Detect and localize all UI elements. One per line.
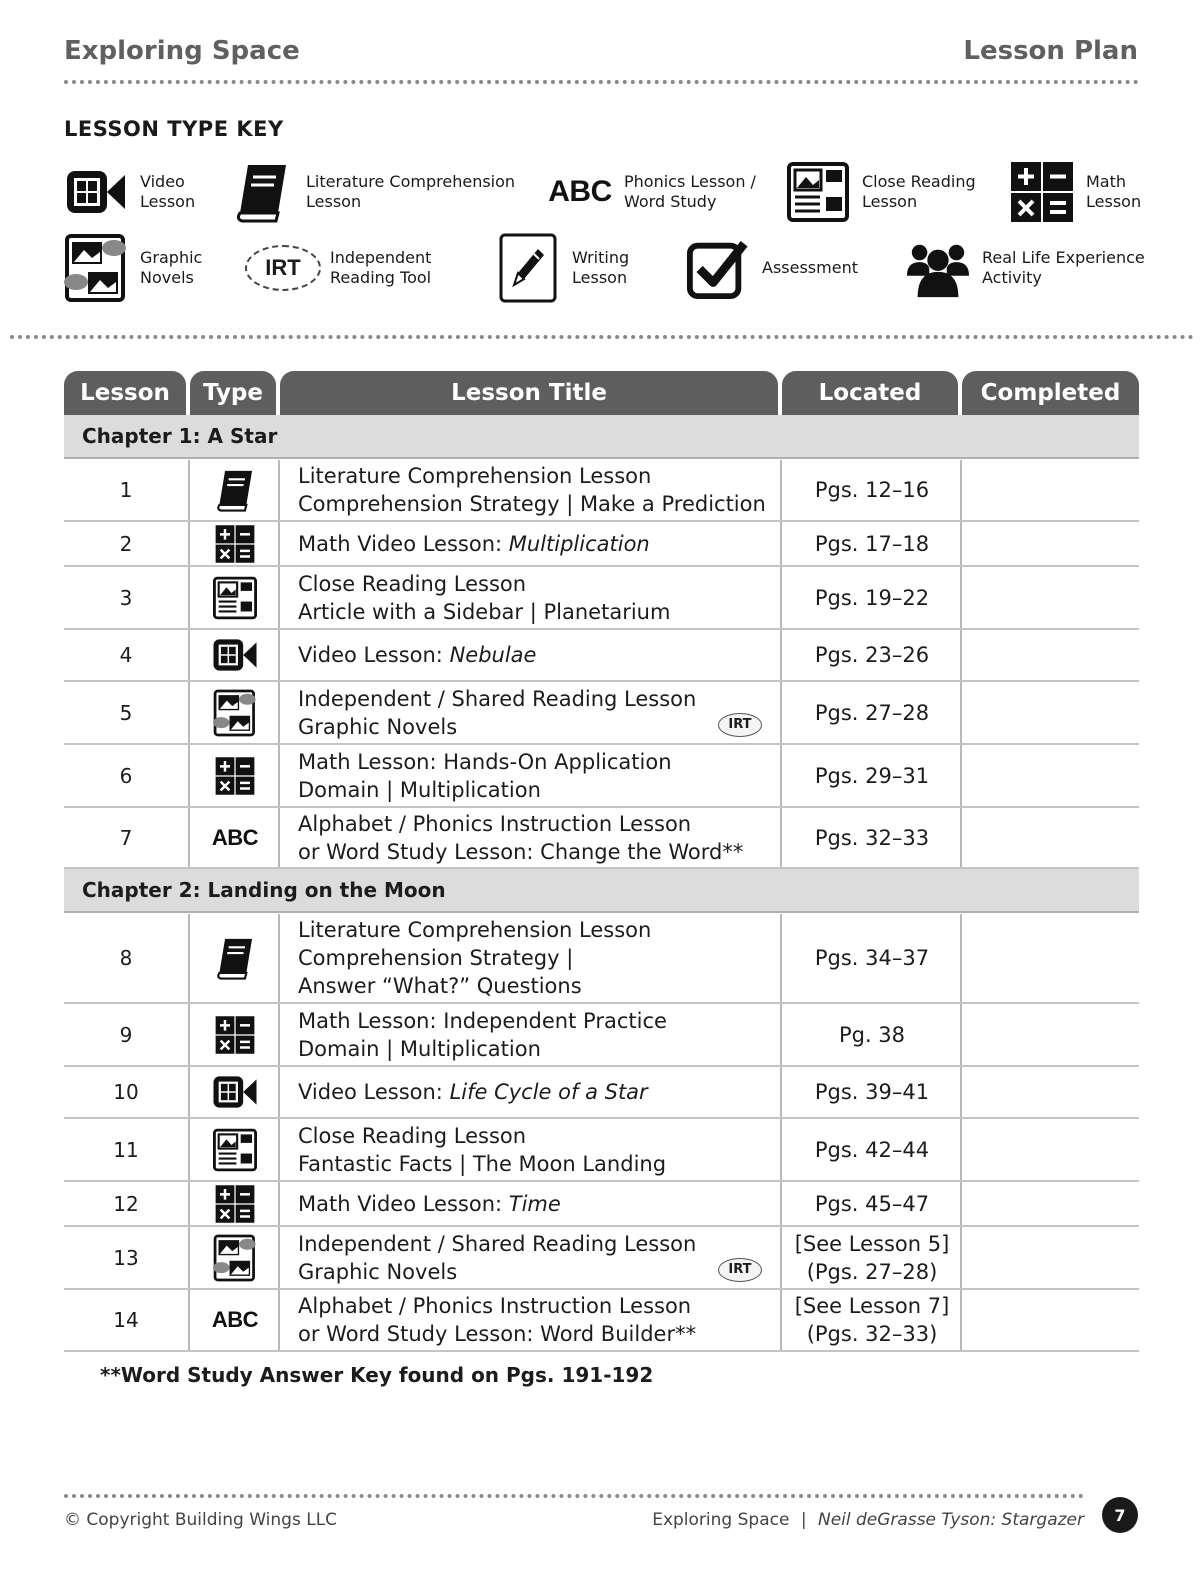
- completed-checkbox-cell[interactable]: [960, 914, 1141, 1002]
- lesson-title: [278, 745, 780, 806]
- lesson-title: [278, 630, 780, 680]
- key-label: Assessment: [762, 258, 858, 277]
- key-item-graphic-novels: [64, 236, 202, 300]
- irt-icon: IRT: [718, 1258, 762, 1282]
- lesson-title-line: Video Lesson: Nebulae: [298, 643, 537, 667]
- table-row: [64, 1227, 1139, 1290]
- completed-checkbox-cell[interactable]: [960, 682, 1141, 743]
- key-label: Literature Comprehension Lesson: [306, 172, 516, 211]
- lesson-number: 1: [119, 478, 133, 502]
- abc-icon: ABC: [548, 175, 612, 208]
- lesson-title-line: Close Reading Lesson: [298, 571, 527, 596]
- video-icon: [188, 1067, 280, 1117]
- lesson-title-line: Literature Comprehension Lesson: [298, 464, 652, 488]
- lesson-subtitle-line: Comprehension Strategy | Make a Prediction: [298, 492, 766, 516]
- completed-checkbox-cell[interactable]: [960, 1290, 1141, 1350]
- completed-checkbox-cell[interactable]: [960, 1119, 1141, 1180]
- lesson-title-line: Independent / Shared Reading Lesson: [298, 686, 697, 711]
- key-item-irt: [244, 236, 431, 300]
- column-header-completed: Completed: [962, 371, 1139, 415]
- abc-icon: ABC: [188, 1290, 280, 1350]
- divider: [64, 1494, 1084, 1498]
- lesson-title-line: Close Reading Lesson: [298, 1123, 527, 1148]
- lesson-number: 4: [119, 643, 133, 667]
- lesson-pages: Pg. 38: [780, 1004, 962, 1065]
- column-header-located: Located: [782, 371, 958, 415]
- lesson-title: [278, 1119, 780, 1180]
- footer-book: Neil deGrasse Tyson: Stargazer: [817, 1510, 1084, 1530]
- close-reading-icon: [188, 1119, 280, 1180]
- irt-icon: IRT: [244, 236, 322, 300]
- completed-checkbox-cell[interactable]: [960, 460, 1141, 520]
- completed-checkbox-cell[interactable]: [960, 745, 1141, 806]
- chapter-heading: Chapter 1: A Star: [64, 415, 1139, 459]
- lesson-number: 14: [113, 1308, 139, 1332]
- key-title: LESSON TYPE KEY: [64, 117, 284, 141]
- lesson-pages: [See Lesson 5] (Pgs. 27–28): [780, 1227, 962, 1288]
- lesson-pages: Pgs. 39–41: [780, 1067, 962, 1117]
- table-row: [64, 1119, 1139, 1182]
- lesson-title-line: Math Lesson: Independent Practice: [298, 1008, 667, 1033]
- lesson-title-line: Math Video Lesson: Multiplication: [298, 531, 650, 556]
- completed-checkbox-cell[interactable]: [960, 1227, 1141, 1288]
- footer-book-info: [652, 1510, 1084, 1530]
- close-reading-icon: [188, 567, 280, 628]
- lesson-title: [278, 808, 780, 867]
- irt-icon: IRT: [718, 713, 762, 737]
- key-label: Graphic Novels: [140, 248, 203, 287]
- lesson-pages: Pgs. 19–22: [780, 567, 962, 628]
- lesson-pages: Pgs. 34–37: [780, 914, 962, 1002]
- lesson-title: [278, 522, 780, 565]
- lesson-title: [278, 682, 780, 743]
- lesson-number: 11: [113, 1137, 139, 1162]
- lesson-number: 3: [119, 585, 133, 610]
- completed-checkbox-cell[interactable]: [960, 1182, 1141, 1225]
- key-item-real-life: [906, 236, 1145, 300]
- math-icon: [188, 522, 280, 565]
- completed-checkbox-cell[interactable]: [960, 1067, 1141, 1117]
- math-icon: [188, 745, 280, 806]
- footer-separator: |: [800, 1510, 807, 1530]
- lesson-pages: Pgs. 23–26: [780, 630, 962, 680]
- lesson-subtitle-line: or Word Study Lesson: Change the Word**: [298, 839, 744, 864]
- checkmark-icon: [686, 236, 750, 300]
- close-reading-icon: [786, 160, 850, 224]
- chapter-heading: Chapter 2: Landing on the Moon: [64, 869, 1139, 913]
- lesson-number: 9: [119, 1022, 133, 1047]
- video-icon: [188, 630, 280, 680]
- lesson-title-line: Literature Comprehension Lesson: [298, 918, 652, 942]
- lesson-pages: [See Lesson 7] (Pgs. 32–33): [780, 1290, 962, 1350]
- math-icon: [1010, 160, 1074, 224]
- lesson-pages: Pgs. 45–47: [780, 1182, 962, 1225]
- lesson-number: 10: [113, 1080, 139, 1104]
- key-label: Close Reading Lesson: [862, 172, 976, 211]
- completed-checkbox-cell[interactable]: [960, 808, 1141, 867]
- lesson-subtitle-line: Answer “What?” Questions: [298, 974, 582, 998]
- lesson-pages: Pgs. 42–44: [780, 1119, 962, 1180]
- footer-series: Exploring Space: [652, 1510, 790, 1530]
- lesson-number: 8: [119, 946, 133, 970]
- key-item-literature: [230, 160, 515, 224]
- table-row: [64, 1067, 1139, 1119]
- people-icon: [906, 236, 970, 300]
- page-number: 7: [1102, 1497, 1138, 1533]
- lesson-number: 12: [113, 1191, 139, 1216]
- key-item-math: [1010, 160, 1141, 224]
- completed-checkbox-cell[interactable]: [960, 567, 1141, 628]
- lesson-pages: Pgs. 29–31: [780, 745, 962, 806]
- math-icon: [188, 1182, 280, 1225]
- footnote: **Word Study Answer Key found on Pgs. 191-192: [100, 1363, 654, 1387]
- lesson-title-line: Alphabet / Phonics Instruction Lesson: [298, 811, 692, 836]
- lesson-number: 5: [119, 700, 133, 725]
- lesson-subtitle-line: or Word Study Lesson: Word Builder**: [298, 1322, 697, 1346]
- lesson-subtitle-line: Domain | Multiplication: [298, 1036, 541, 1061]
- math-icon: [188, 1004, 280, 1065]
- lesson-subtitle-line: Graphic Novels: [298, 1259, 458, 1284]
- lesson-subtitle-line: Domain | Multiplication: [298, 777, 541, 802]
- lesson-pages: Pgs. 27–28: [780, 682, 962, 743]
- header-section: Lesson Plan: [963, 36, 1138, 66]
- book-icon: [188, 914, 280, 1002]
- lesson-subtitle-line: Graphic Novels: [298, 714, 458, 739]
- header-title: Exploring Space: [64, 36, 300, 66]
- lesson-subtitle-line: Article with a Sidebar | Planetarium: [298, 599, 671, 624]
- key-label: Real Life Experience Activity: [982, 248, 1145, 287]
- table-row: [64, 460, 1139, 522]
- graphic-novel-icon: [188, 682, 280, 743]
- lesson-title-line: Independent / Shared Reading Lesson: [298, 1231, 697, 1256]
- video-icon: [64, 160, 128, 224]
- lesson-title: [278, 567, 780, 628]
- column-header-lesson: Lesson: [64, 371, 186, 415]
- key-item-close-reading: [786, 160, 976, 224]
- divider: [10, 335, 1194, 339]
- column-header-type: Type: [190, 371, 276, 415]
- table-row: [64, 745, 1139, 808]
- book-icon: [188, 460, 280, 520]
- lesson-title: [278, 460, 780, 520]
- table-row: [64, 1290, 1139, 1352]
- abc-icon: ABC: [188, 808, 280, 867]
- lesson-pages: Pgs. 17–18: [780, 522, 962, 565]
- table-row: [64, 522, 1139, 567]
- table-row: [64, 567, 1139, 630]
- key-label: Writing Lesson: [572, 248, 630, 287]
- completed-checkbox-cell[interactable]: [960, 630, 1141, 680]
- table-row: [64, 1004, 1139, 1067]
- key-label: Phonics Lesson / Word Study: [624, 172, 756, 211]
- lesson-title: [278, 1227, 780, 1288]
- pencil-icon: [496, 236, 560, 300]
- lesson-subtitle-line: Fantastic Facts | The Moon Landing: [298, 1151, 667, 1176]
- lesson-title-line: Video Lesson: Life Cycle of a Star: [298, 1080, 648, 1104]
- lesson-number: 7: [119, 825, 133, 850]
- lesson-number: 2: [119, 531, 133, 556]
- graphic-novel-icon: [188, 1227, 280, 1288]
- lesson-title-line: Alphabet / Phonics Instruction Lesson: [298, 1294, 692, 1318]
- lesson-title: [278, 1004, 780, 1065]
- completed-checkbox-cell[interactable]: [960, 1004, 1141, 1065]
- key-item-assessment: [686, 236, 858, 300]
- lesson-title-line: Math Lesson: Hands-On Application: [298, 749, 672, 774]
- lesson-title: [278, 914, 780, 1002]
- key-label: Independent Reading Tool: [330, 248, 432, 287]
- table-row: [64, 682, 1139, 745]
- table-row: [64, 1182, 1139, 1227]
- copyright: © Copyright Building Wings LLC: [64, 1510, 338, 1530]
- key-item-phonics: [542, 160, 756, 224]
- lesson-number: 6: [119, 763, 133, 788]
- lesson-number: 13: [113, 1245, 139, 1270]
- table-row: [64, 808, 1139, 869]
- lesson-pages: Pgs. 32–33: [780, 808, 962, 867]
- key-item-video: [64, 160, 195, 224]
- key-label: Math Lesson: [1086, 172, 1142, 211]
- lesson-title: [278, 1182, 780, 1225]
- column-header-title: Lesson Title: [280, 371, 778, 415]
- key-label: Video Lesson: [140, 172, 196, 211]
- lesson-title: [278, 1067, 780, 1117]
- lesson-title: [278, 1290, 780, 1350]
- lesson-subtitle-line: Comprehension Strategy |: [298, 946, 574, 970]
- divider: [64, 80, 1139, 84]
- table-row: [64, 914, 1139, 1004]
- completed-checkbox-cell[interactable]: [960, 522, 1141, 565]
- book-icon: [230, 160, 294, 224]
- graphic-novel-icon: [64, 236, 128, 300]
- lesson-title-line: Math Video Lesson: Time: [298, 1191, 561, 1216]
- key-item-writing: [496, 236, 629, 300]
- lesson-pages: Pgs. 12–16: [780, 460, 962, 520]
- table-row: [64, 630, 1139, 682]
